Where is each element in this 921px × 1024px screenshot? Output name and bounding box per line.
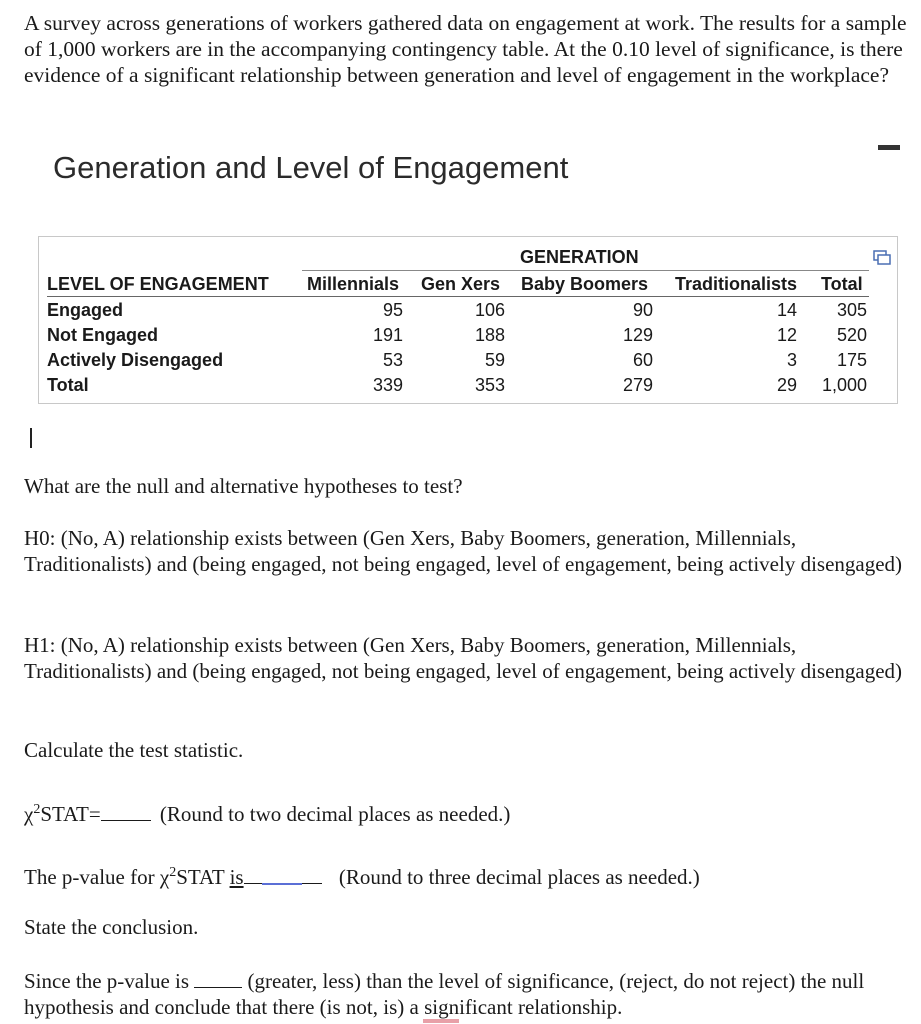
- spellcheck-mark: [423, 1019, 459, 1023]
- chi-stat-input[interactable]: [101, 802, 151, 821]
- hypotheses-question: What are the null and alternative hypotheses to test?: [24, 474, 463, 498]
- table-cell: 339: [372, 375, 403, 395]
- col-header-total: Total: [821, 274, 863, 294]
- conclusion-part-b: (greater, less) than the level of significance, (reject, do not reject) the null hypothesis and conclude that there (is not, is) a significant relationship.: [24, 969, 865, 1019]
- conclusion-part-a: Since the p-value is: [24, 969, 190, 993]
- copy-icon[interactable]: [873, 250, 891, 266]
- p-is-word: is: [229, 865, 244, 889]
- table-cell: 191: [372, 325, 403, 345]
- chi-superscript: 2: [33, 802, 41, 817]
- table-cell: 1,000: [821, 375, 867, 395]
- table-cell: 129: [622, 325, 653, 345]
- alternative-hypothesis: H1: (No, A) relationship exists between (Gen Xers, Baby Boomers, generation, Millennials, Traditionalists) and (being engaged, not being engaged, level of engagement, being actively disengaged): [24, 633, 903, 683]
- chi-superscript: 2: [169, 865, 177, 880]
- stat-label: STAT=: [40, 802, 101, 826]
- minimize-icon[interactable]: [878, 145, 900, 150]
- row-label: Total: [47, 375, 89, 395]
- table-cell: 90: [632, 300, 653, 320]
- p-value-line: [24, 860, 904, 890]
- text-cursor: [30, 428, 32, 448]
- null-hypothesis: H0: (No, A) relationship exists between (Gen Xers, Baby Boomers, generation, Millennials, Traditionalists) and (being engaged, not being engaged, level of engagement, being actively disengaged): [24, 526, 903, 576]
- table-cell: 29: [776, 375, 797, 395]
- table-cell: 520: [836, 325, 867, 345]
- p-value-prefix: The p-value for: [24, 865, 160, 889]
- header-rule: [47, 296, 869, 297]
- table-title: Generation and Level of Engagement: [53, 150, 569, 185]
- row-label: Not Engaged: [47, 325, 158, 345]
- contingency-table: [38, 236, 898, 404]
- table-cell: 59: [484, 350, 505, 370]
- chi-symbol: χ: [24, 802, 34, 826]
- col-header-gen-xers: Gen Xers: [421, 274, 501, 294]
- p-value-input[interactable]: [244, 865, 322, 884]
- comparison-input[interactable]: [194, 969, 242, 988]
- table-cell: 14: [776, 300, 797, 320]
- group-header-rule: [302, 270, 869, 271]
- chi-stat-line: [24, 797, 904, 827]
- conclusion-label: State the conclusion.: [24, 915, 199, 939]
- table-cell: 188: [474, 325, 505, 345]
- conclusion-text: [24, 968, 904, 1020]
- table-cell: 60: [632, 350, 653, 370]
- table-cell: 279: [622, 375, 653, 395]
- table-cell: 106: [474, 300, 505, 320]
- row-label: Engaged: [47, 300, 124, 320]
- p-round-hint: (Round to three decimal places as needed.): [338, 865, 700, 889]
- table-cell: 3: [786, 350, 797, 370]
- chi-symbol: χ: [159, 865, 170, 889]
- col-header-baby-boomers: Baby Boomers: [521, 274, 649, 294]
- row-label: Actively Disengaged: [47, 350, 224, 370]
- table-cell: 353: [474, 375, 505, 395]
- table-cell: 305: [836, 300, 867, 320]
- stat-round-hint: (Round to two decimal places as needed.): [159, 802, 511, 826]
- group-header: GENERATION: [520, 247, 639, 267]
- table-cell: 175: [836, 350, 867, 370]
- spellcheck-underline: [262, 883, 302, 885]
- table-cell: 95: [382, 300, 403, 320]
- table-cell: 53: [382, 350, 403, 370]
- table-cell: 12: [776, 325, 797, 345]
- p-stat-label: STAT: [176, 865, 230, 889]
- row-header: LEVEL OF ENGAGEMENT: [47, 274, 269, 294]
- col-header-millennials: Millennials: [307, 274, 400, 294]
- col-header-traditionalists: Traditionalists: [675, 274, 798, 294]
- calculate-instruction: Calculate the test statistic.: [24, 738, 244, 762]
- problem-statement: A survey across generations of workers gathered data on engagement at work. The results for a sample of 1,000 workers are in the accompanying contingency table. At the 0.10 level of significance, is there evidence of a significant relationship between generation and level of engagement in the workplace?: [24, 11, 907, 87]
